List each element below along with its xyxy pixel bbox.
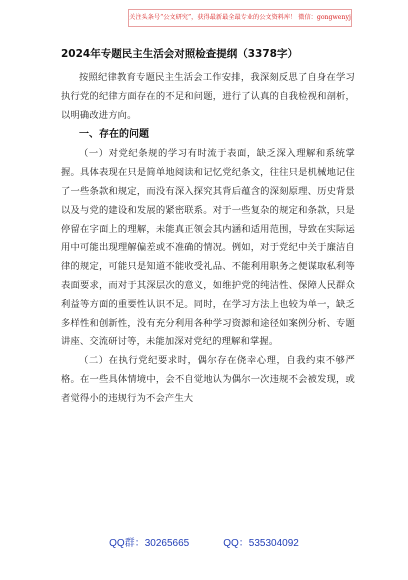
document-title: 2024年专题民主生活会对照检查提纲（3378字） <box>61 48 298 60</box>
paragraph-problem-1: （一）对党纪条规的学习有时流于表面，缺乏深入理解和系统掌握。具体表现在只是简单地阅读和记忆党纪条文，往往只是机械地记住了一些条款和规定，而没有深入探究其背后蕴含的深刻原理、历史背景以及与党的建设和发展的紧密联系。对于一些复杂的规定和条款，只是停留在字面上的理解，未能真正领会其内涵和适用范围，导致在实际运用中可能出现理解偏差或不准确的情况。例如，对于党纪中关于廉洁自律的规定，可能只是知道不能收受礼品、不能利用职务之便谋取私利等表面要求，而对于其深层次的意义，如维护党的纯洁性、保障人民群众利益等方面的重要性认识不足。同时，在学习方法上也较为单一，缺乏多样性和创新性，没有充分利用各种学习资源和途径如案例分析、专题讲座、交流研讨等，未能加深对党纪的理解和掌握。 <box>61 148 355 348</box>
footer-contact <box>0 537 408 551</box>
section-heading-problems: 一、存在的问题 <box>79 129 149 141</box>
footer-qq-number: QQ：535304092 <box>223 538 299 549</box>
paragraph-problem-2: （二）在执行党纪要求时，偶尔存在侥幸心理，自我约束不够严格。在一些具体情境中，会不自觉地认为偶尔一次违规不会被发现，或者觉得小的违规行为不会产生大 <box>61 355 355 404</box>
document-body <box>61 47 355 409</box>
top-banner-notice: 关注头条号“公文研究”，获得最新最全最专业的公文资料库！ 微信：gongwenyj <box>128 9 352 27</box>
footer-qq-group: QQ群：30265665 <box>109 538 190 549</box>
intro-paragraph: 按照纪律教育专题民主生活会工作安排，我深刻反思了自身在学习执行党的纪律方面存在的不足和问题，进行了认真的自我检视和剖析，以明确改进方向。 <box>61 72 355 121</box>
